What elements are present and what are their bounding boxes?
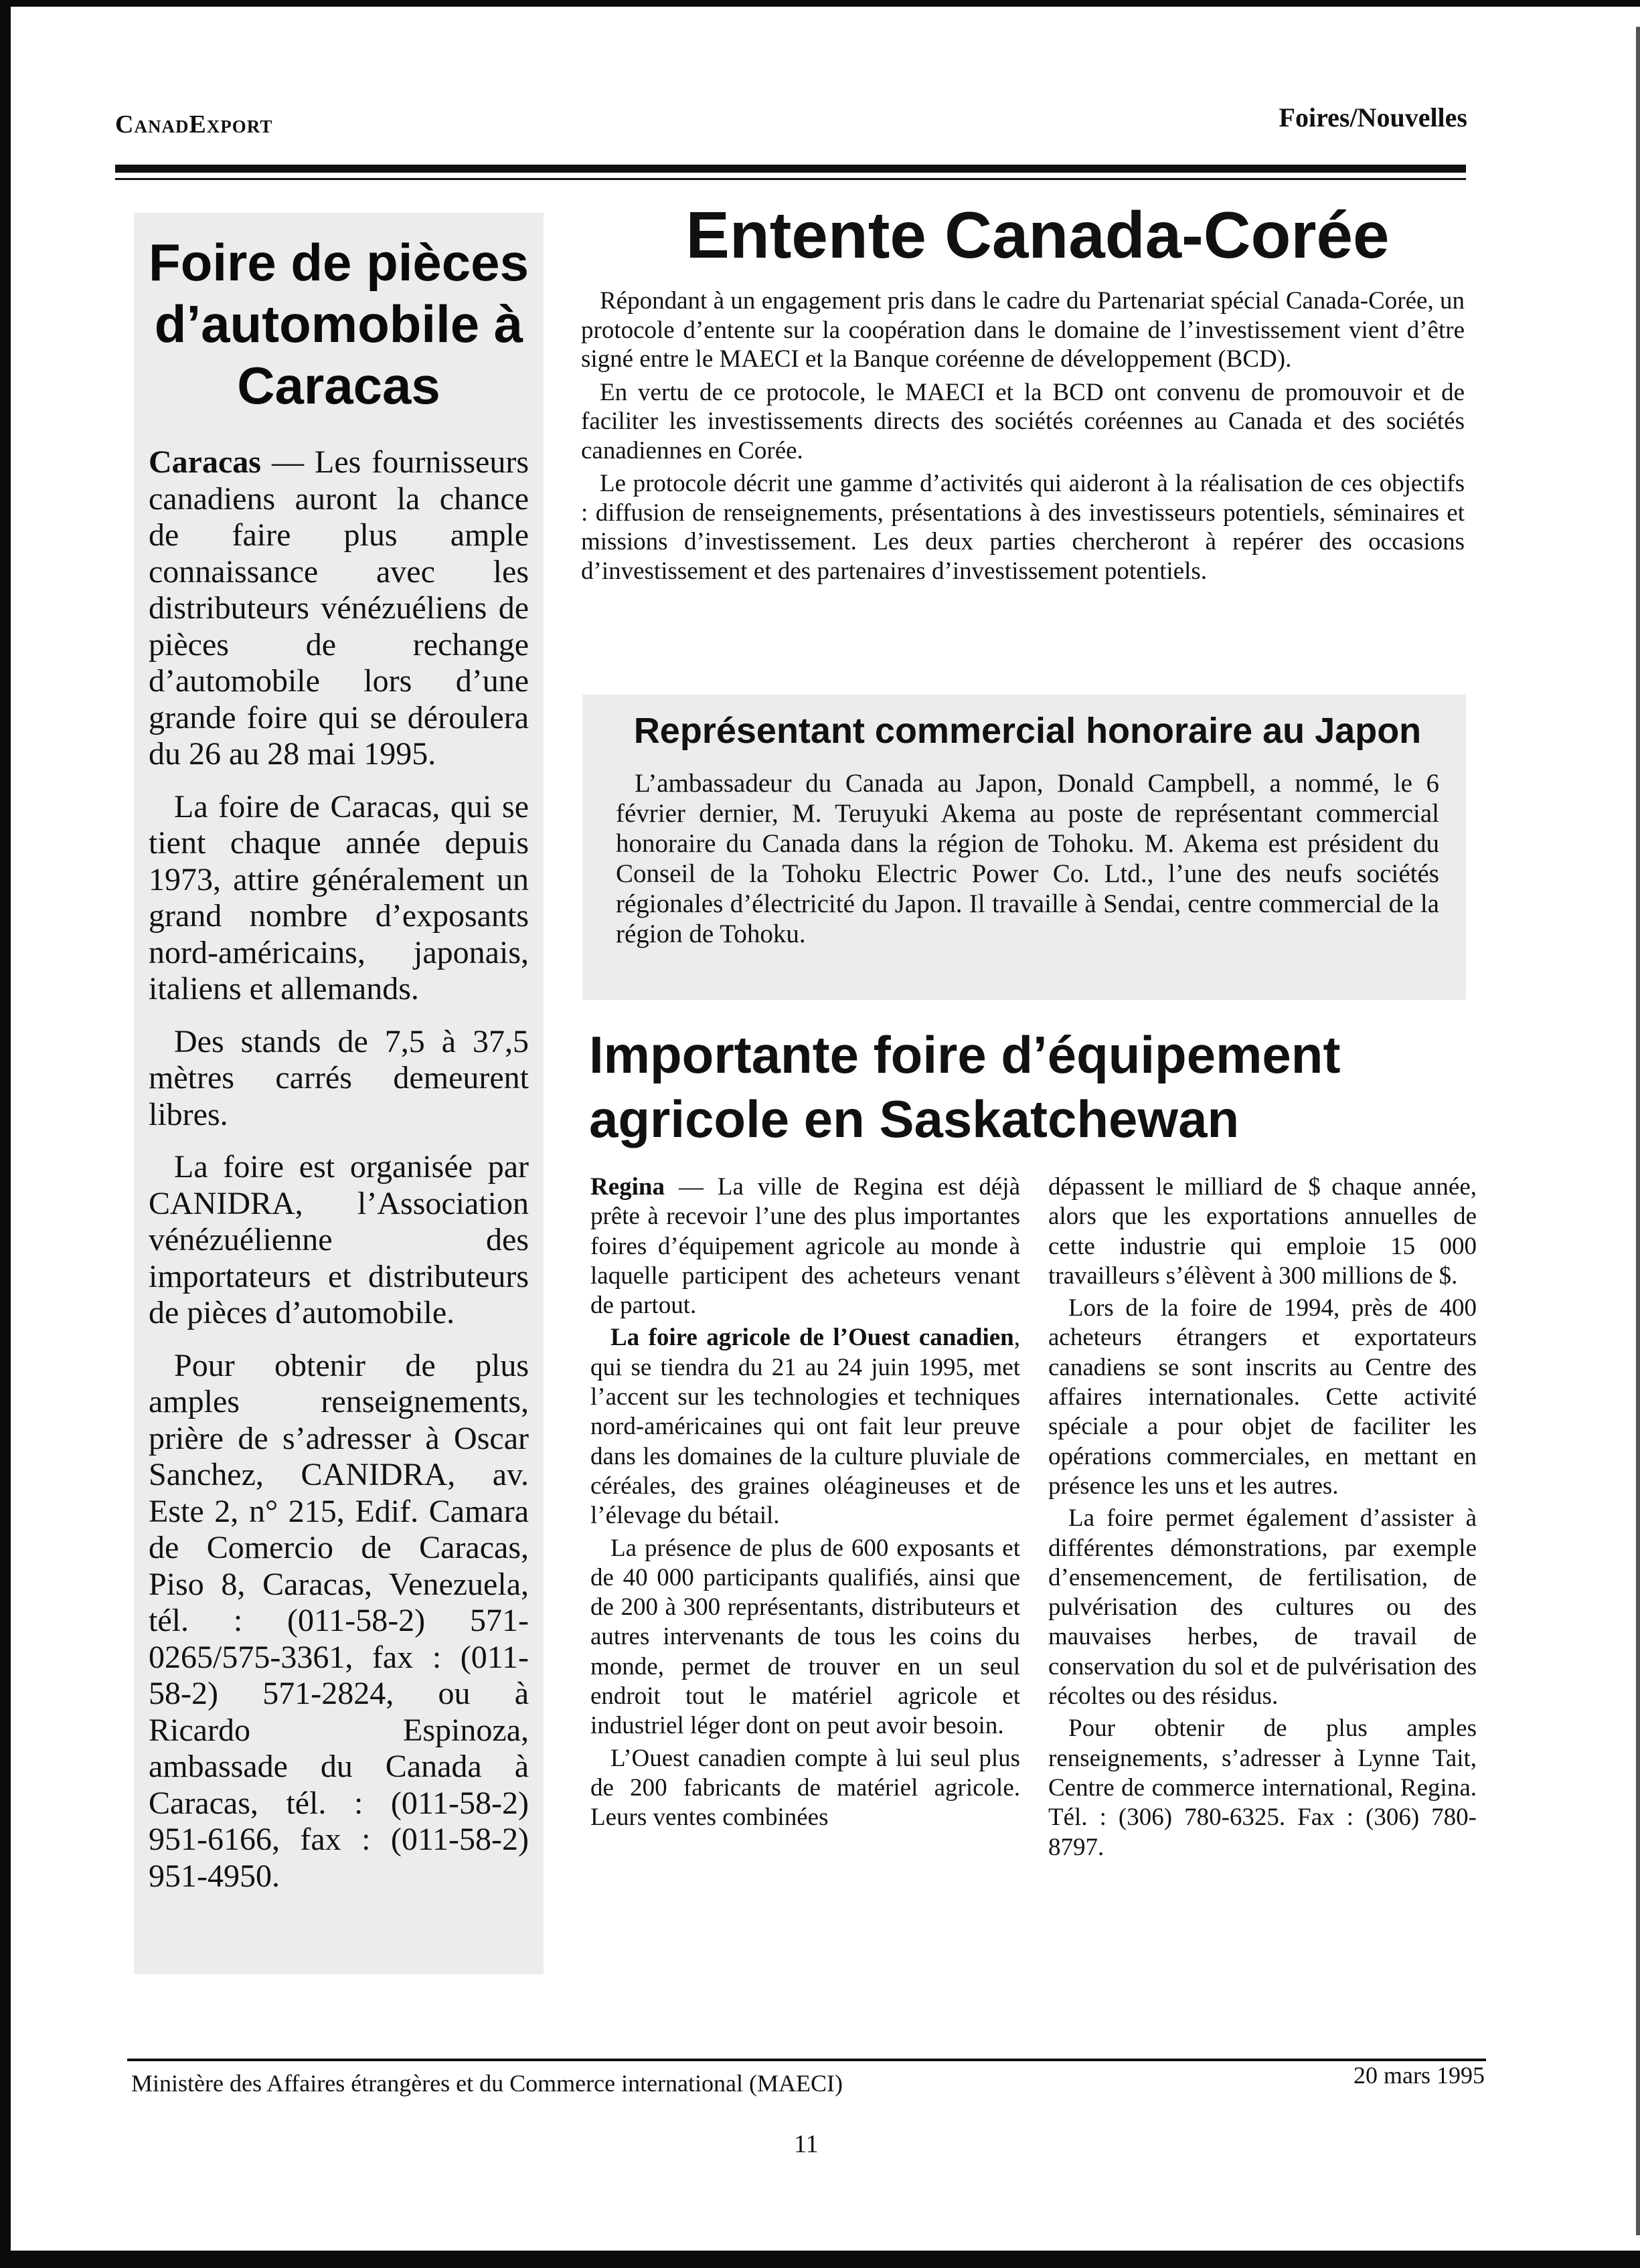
section-name: Foires/Nouvelles [1279, 102, 1467, 133]
japan-article-box [582, 695, 1466, 1000]
agri-paragraph-5: dépassent le milliard de $ chaque année, alors que les exportations annuelles de cette industrie qui emploie 15 000 travailleurs s’élèvent à 300 millions de $. [1048, 1173, 1477, 1290]
agri-column-right [1048, 1172, 1477, 1865]
agri-paragraph-2-text: , qui se tiendra du 21 au 24 juin 1995, met l’accent sur les technologies et techniques nord-américaines qui ont fait leur preuve dans les domaines de la culture pluviale de céréales, des graines oléagineuses et de l’élevage du bétail. [590, 1324, 1020, 1530]
sidebar-lead-text: — Les fournisseurs canadiens auront la chance de faire plus ample connaissance avec les distributeurs vénézuéliens de pièces de rechange d’automobile lors d’une grande foire qui se déroulera du 26 au 28 mai 1995. [149, 444, 529, 772]
footer-rule [127, 2059, 1486, 2061]
agri-lead-text: — La ville de Regina est déjà prête à recevoir l’une des plus importantes foires d’équipement agricole au monde à laquelle participent des acheteurs venant de partout. [590, 1173, 1020, 1320]
japan-paragraph-1: L’ambassadeur du Canada au Japon, Donald Campbell, a nommé, le 6 février dernier, M. Teruyuki Akema au poste de représentant commercial honoraire du Canada dans la région de Tohoku. M. Akema est président du Conseil de la Tohoku Electric Power Co. Ltd., l’une des neufs sociétés régionales d’électricité du Japon. Il travaille à Sendai, centre commercial de la région de Tohoku. [616, 769, 1439, 948]
korea-paragraph-2: En vertu de ce protocole, le MAECI et la BCD ont convenu de promouvoir et de faciliter les investissements directs des sociétés coréennes au Canada et des sociétés canadiennes en Corée. [581, 378, 1465, 464]
scan-border-top [0, 0, 1640, 7]
agri-article-title: Importante foire d’équipement agricole en Saskatchewan [589, 1025, 1341, 1148]
agri-paragraph-1 [590, 1172, 1020, 1320]
agri-fair-name: La foire agricole de l’Ouest canadien [610, 1324, 1014, 1352]
agri-paragraph-2 [590, 1323, 1020, 1531]
page-number: 11 [794, 2130, 819, 2158]
agri-column-left [590, 1172, 1020, 1836]
scan-border-bottom [0, 2251, 1640, 2268]
sidebar-paragraph-4: La foire est organisée par CANIDRA, l’Association vénézuélienne des importateurs et distributeurs de pièces d’automobile. [149, 1149, 529, 1330]
agri-paragraph-8: Pour obtenir de plus amples renseignements, s’adresser à Lynne Tait, Centre de commerce international, Regina. Tél. : (306) 780-6325. Fax : (306) 780-8797. [1048, 1715, 1477, 1861]
agri-paragraph-7: La foire permet également d’assister à différentes démonstrations, par exemple d’ensemencement, de fertilisation, de pulvérisation des cultures ou des mauvaises herbes, de travail de conservation du sol et de pulvérisation des récoltes ou des résidus. [1048, 1504, 1477, 1711]
publication-name: CanadExport [115, 110, 273, 139]
header-rule-thin [115, 178, 1466, 180]
korea-paragraph-1: Répondant à un engagement pris dans le cadre du Partenariat spécial Canada-Corée, un protocole d’entente sur la coopération dans le domaine de l’investissement vient d’être signé entre le MAECI et la Banque coréenne de développement (BCD). [581, 287, 1465, 373]
sidebar-paragraph-1 [149, 444, 529, 773]
agri-dateline: Regina [590, 1173, 665, 1201]
sidebar-paragraph-3: Des stands de 7,5 à 37,5 mètres carrés demeurent libres. [149, 1023, 529, 1132]
header-rule-thick [115, 165, 1466, 173]
sidebar-article-caracas [134, 213, 544, 1974]
sidebar-title: Foire de pièces d’automobile à Caracas [149, 233, 529, 415]
footer-date: 20 mars 1995 [1354, 2062, 1485, 2089]
agri-paragraph-3: La présence de plus de 600 exposants et de 40 000 participants qualifiés, ainsi que de 200 à 300 représentants, distributeurs et autres intervenants de tous les coins du monde, permet de trouver en un seul endroit tout le matériel agricole et industriel léger dont on peut avoir besoin. [590, 1534, 1020, 1740]
korea-paragraph-3: Le protocole décrit une gamme d’activités qui aideront à la réalisation de ces objectifs : diffusion de renseignements, présentations à des investisseurs potentiels, séminaires et missions d’investissement. Les deux parties chercheront à repérer des occasions d’investissement et des partenaires d’investissement potentiels. [581, 470, 1465, 585]
sidebar-dateline: Caracas [149, 444, 261, 480]
agri-paragraph-4: L’Ouest canadien compte à lui seul plus de 200 fabricants de matériel agricole. Leurs ventes combinées [590, 1744, 1020, 1832]
korea-article-title: Entente Canada-Corée [685, 198, 1390, 272]
agri-paragraph-6: Lors de la foire de 1994, près de 400 acheteurs étrangers et exportateurs canadiens se sont inscrits au Centre des affaires internationales. Cette activité spéciale a pour objet de faciliter les opérations commerciales, en mettant en présence les uns et les autres. [1048, 1294, 1477, 1500]
scan-border-left [0, 0, 11, 2268]
sidebar-paragraph-5: Pour obtenir de plus amples renseignements, prière de s’adresser à Oscar Sanchez, CANIDRA, av. Este 2, n° 215, Edif. Camara de Comercio de Caracas, Piso 8, Caracas, Venezuela, tél. : (011-58-2) 571-0265/575-3361, fax : (011-58-2) 571-2824, ou à Ricardo Espinoza, ambassade du Canada à Caracas, tél. : (011-58-2) 951-6166, fax : (011-58-2) 951-4950. [149, 1347, 529, 1894]
sidebar-paragraph-2: La foire de Caracas, qui se tient chaque année depuis 1973, attire généralement un grand nombre d’exposants nord-américains, japonais, italiens et allemands. [149, 788, 529, 1007]
scan-border-right [1636, 27, 1640, 2235]
footer-ministry: Ministère des Affaires étrangères et du Commerce international (MAECI) [131, 2070, 843, 2097]
korea-article-body [581, 286, 1465, 590]
japan-article-title: Représentant commercial honoraire au Japon [633, 711, 1422, 751]
